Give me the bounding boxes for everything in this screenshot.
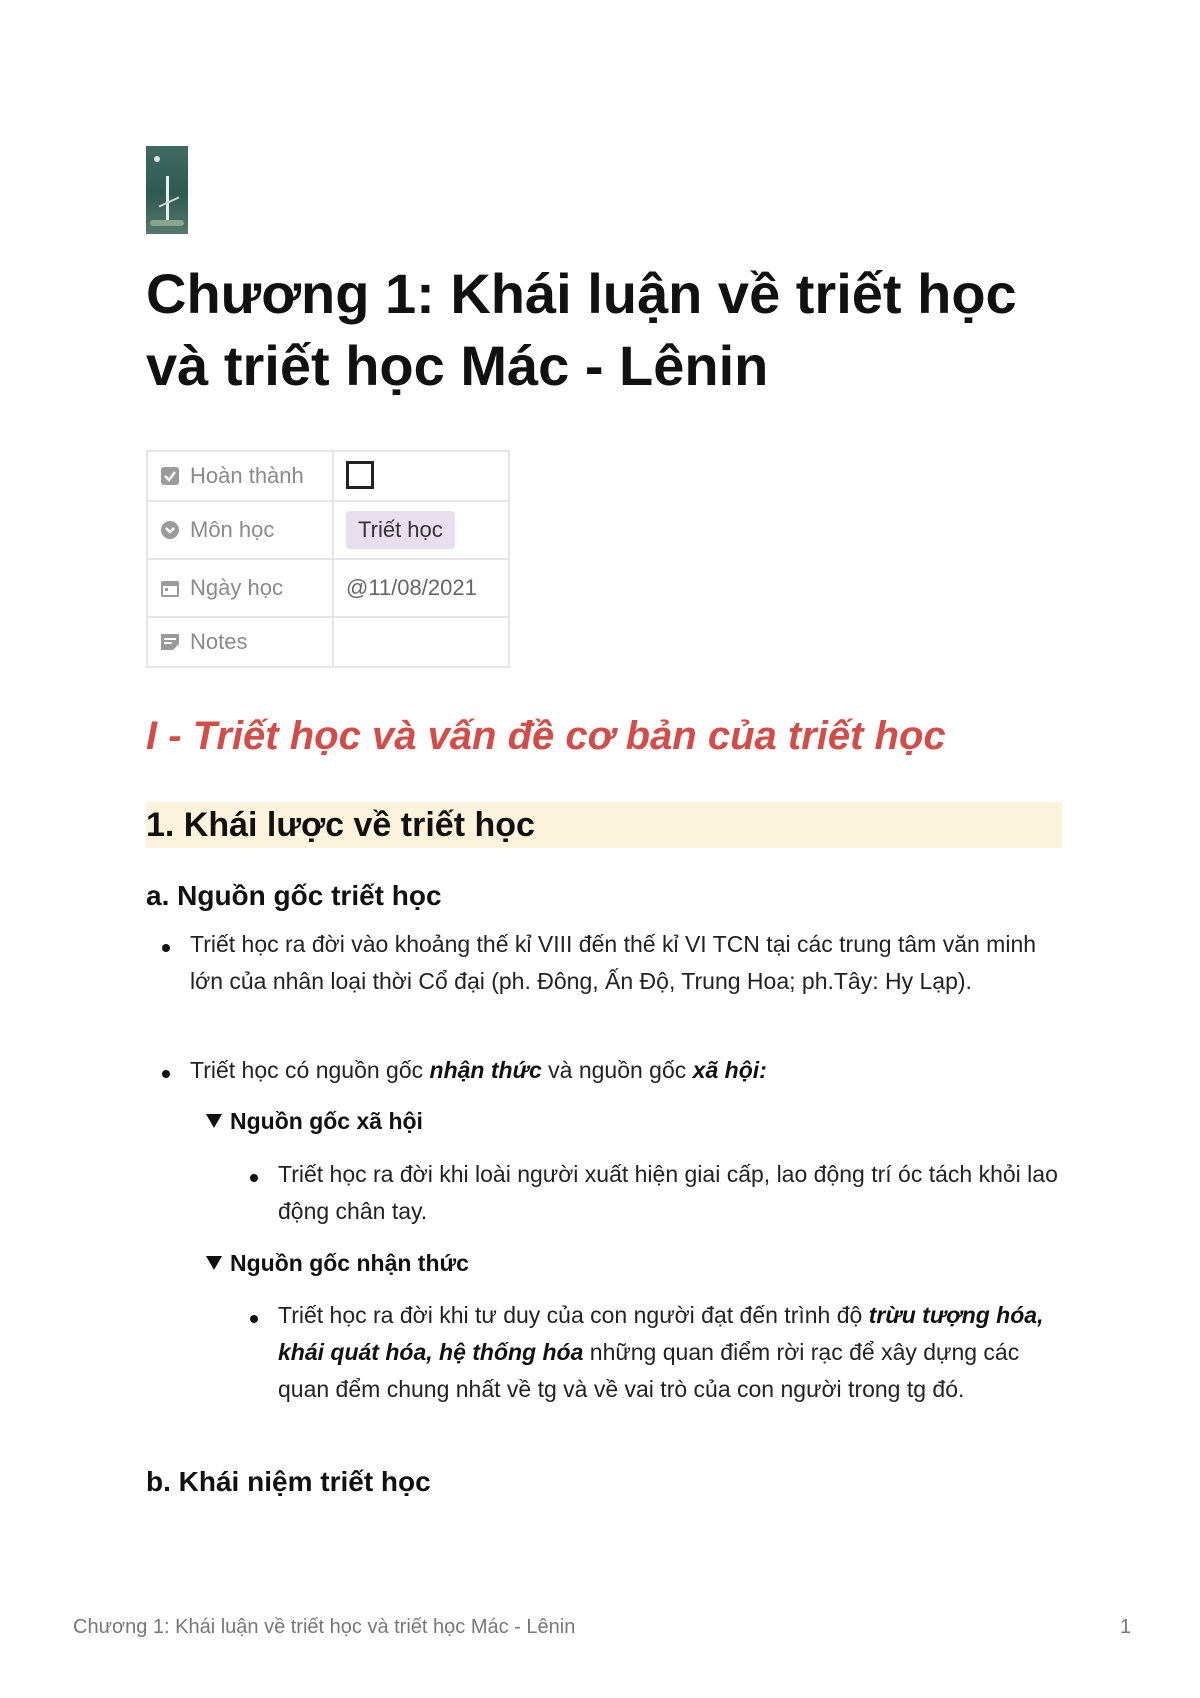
checkbox-property-icon xyxy=(160,466,180,486)
bullet-text: Triết học ra đời khi tư duy của con người đạt đến trình độ trừu tượng hóa, khái quát hóa, hệ thống hóa những quan điểm rời rạc để xây dựng các quan đểm chung nhất về tg và về vai trò của con người trong tg đó. xyxy=(278,1302,1044,1402)
calendar-property-icon xyxy=(160,578,180,598)
subject-tag[interactable]: Triết học xyxy=(346,511,455,549)
subheading-concept: b. Khái niệm triết học xyxy=(146,1466,431,1497)
property-row-completed xyxy=(147,451,509,501)
property-row-date xyxy=(147,559,509,617)
date-value[interactable]: @11/08/2021 xyxy=(346,575,477,600)
subsection-heading: 1. Khái lược về triết học xyxy=(146,802,1062,848)
subheading-origin: a. Nguồn gốc triết học xyxy=(146,880,442,911)
select-property-icon xyxy=(160,520,180,540)
property-row-notes xyxy=(147,617,509,667)
page-number: 1 xyxy=(1120,1616,1132,1638)
toggle-cognitive-origin[interactable]: Nguồn gốc nhận thức xyxy=(206,1250,469,1277)
toggle-triangle-icon[interactable] xyxy=(206,1114,222,1128)
property-name: Ngày học xyxy=(190,575,283,600)
property-name: Môn học xyxy=(190,517,275,542)
bullet-dot xyxy=(250,1315,258,1323)
notes-value[interactable] xyxy=(333,617,509,667)
section-heading: I - Triết học và vấn đề cơ bản của triết học xyxy=(146,714,946,758)
bullet-text: Triết học có nguồn gốc nhận thức và nguồn gốc xã hội: xyxy=(190,1057,767,1083)
property-name: Hoàn thành xyxy=(190,463,304,488)
bullet-dot xyxy=(250,1174,258,1182)
completed-checkbox[interactable] xyxy=(346,461,374,489)
bullet-dot xyxy=(162,1070,170,1078)
property-name: Notes xyxy=(190,629,248,654)
properties-table xyxy=(146,450,510,668)
page-title: Chương 1: Khái luận về triết học và triết học Mác - Lênin xyxy=(146,262,1017,397)
text-property-icon xyxy=(160,632,180,652)
toggle-triangle-icon[interactable] xyxy=(206,1256,222,1270)
bullet-dot xyxy=(162,944,170,952)
bullet-text: Triết học ra đời khi loài người xuất hiện giai cấp, lao động trí óc tách khỏi lao động chân tay. xyxy=(278,1161,1058,1224)
property-row-subject xyxy=(147,501,509,559)
footer-title: Chương 1: Khái luận về triết học và triết học Mác - Lênin xyxy=(73,1616,576,1638)
page-cover-icon xyxy=(146,146,188,234)
toggle-social-origin[interactable]: Nguồn gốc xã hội xyxy=(206,1108,423,1135)
bullet-text: Triết học ra đời vào khoảng thế kỉ VIII đến thế kỉ VI TCN tại các trung tâm văn minh lớn của nhân loại thời Cổ đại (ph. Đông, Ấn Độ, Trung Hoa; ph.Tây: Hy Lạp). xyxy=(190,931,1037,994)
